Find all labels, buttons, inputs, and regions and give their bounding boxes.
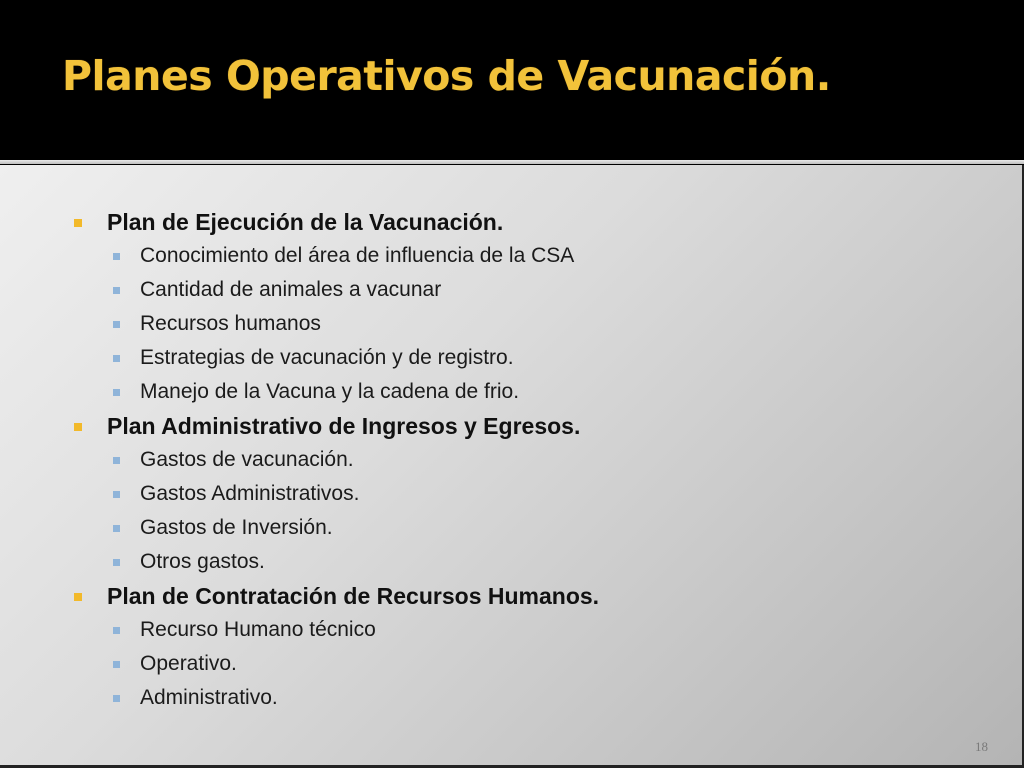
square-bullet-icon bbox=[113, 355, 120, 362]
section-administrativo bbox=[70, 409, 990, 579]
square-bullet-icon bbox=[113, 627, 120, 634]
bullet-list bbox=[70, 205, 990, 715]
page-number: 18 bbox=[975, 739, 988, 754]
sub-bullet-text: Conocimiento del área de influencia de la CSA bbox=[140, 244, 575, 267]
square-bullet-icon bbox=[74, 593, 82, 601]
sub-bullet-item bbox=[70, 477, 990, 511]
square-bullet-icon bbox=[113, 525, 120, 532]
sub-bullet-item bbox=[70, 239, 990, 273]
section-heading-row bbox=[70, 409, 990, 443]
square-bullet-icon bbox=[113, 253, 120, 260]
sub-bullet-item bbox=[70, 341, 990, 375]
sub-bullet-text: Gastos de Inversión. bbox=[140, 516, 333, 539]
sub-bullet-item bbox=[70, 307, 990, 341]
sub-bullet-item bbox=[70, 375, 990, 409]
square-bullet-icon bbox=[113, 491, 120, 498]
sub-bullet-item bbox=[70, 443, 990, 477]
square-bullet-icon bbox=[113, 559, 120, 566]
sub-bullet-item bbox=[70, 545, 990, 579]
section-heading: Plan Administrativo de Ingresos y Egresos. bbox=[107, 413, 581, 439]
sub-bullet-text: Administrativo. bbox=[140, 686, 278, 709]
title-bar bbox=[0, 0, 1024, 160]
sub-bullet-text: Estrategias de vacunación y de registro. bbox=[140, 346, 514, 369]
sub-bullet-item bbox=[70, 273, 990, 307]
section-heading: Plan de Contratación de Recursos Humanos. bbox=[107, 583, 600, 609]
sub-bullet-list bbox=[70, 239, 990, 409]
sub-bullet-item bbox=[70, 647, 990, 681]
section-heading-row bbox=[70, 579, 990, 613]
sub-bullet-text: Gastos de vacunación. bbox=[140, 448, 354, 471]
sub-bullet-text: Otros gastos. bbox=[140, 550, 265, 573]
sub-bullet-item bbox=[70, 681, 990, 715]
square-bullet-icon bbox=[113, 661, 120, 668]
sub-bullet-item bbox=[70, 613, 990, 647]
sub-bullet-list bbox=[70, 443, 990, 579]
sub-bullet-text: Cantidad de animales a vacunar bbox=[140, 278, 442, 301]
sub-bullet-text: Manejo de la Vacuna y la cadena de frio. bbox=[140, 380, 520, 403]
content-area bbox=[0, 165, 1024, 768]
title-divider bbox=[0, 160, 1024, 164]
section-contratacion bbox=[70, 579, 990, 715]
sub-bullet-text: Recurso Humano técnico bbox=[140, 618, 376, 641]
sub-bullet-text: Recursos humanos bbox=[140, 312, 321, 335]
sub-bullet-list bbox=[70, 613, 990, 715]
section-heading: Plan de Ejecución de la Vacunación. bbox=[107, 209, 504, 235]
square-bullet-icon bbox=[74, 423, 82, 431]
square-bullet-icon bbox=[74, 219, 82, 227]
section-ejecucion bbox=[70, 205, 990, 409]
sub-bullet-text: Gastos Administrativos. bbox=[140, 482, 360, 505]
sub-bullet-text: Operativo. bbox=[140, 652, 237, 675]
square-bullet-icon bbox=[113, 287, 120, 294]
slide-title: Planes Operativos de Vacunación. bbox=[62, 52, 831, 100]
square-bullet-icon bbox=[113, 695, 120, 702]
square-bullet-icon bbox=[113, 321, 120, 328]
square-bullet-icon bbox=[113, 389, 120, 396]
section-heading-row bbox=[70, 205, 990, 239]
sub-bullet-item bbox=[70, 511, 990, 545]
square-bullet-icon bbox=[113, 457, 120, 464]
